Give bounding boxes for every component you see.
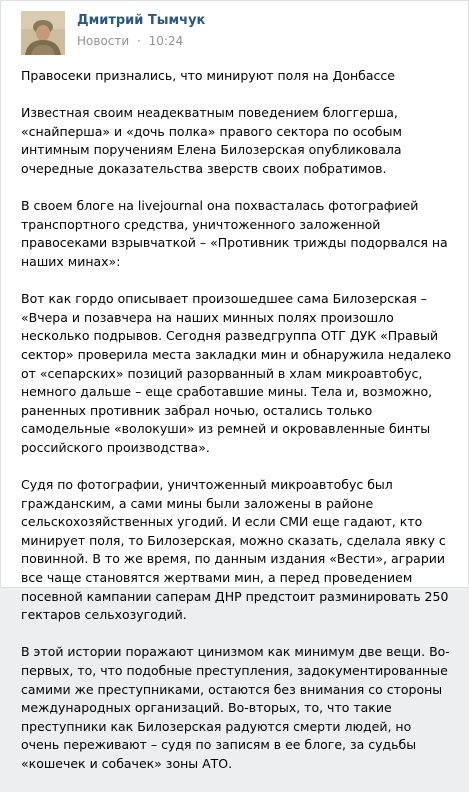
post-paragraph-5: В этой истории поражают цинизмом как минимум две вещи. Во-первых, то, что подобные преступления, задокументированные самими же преступниками, остаются без внимания со стороны международных организаций. Во-вторых, то, что такие преступники как Билозерская радуются смерти людей, но очень переживают – судя по записям в ее блоге, за судьбы «кошечек и собачек» зоны АТО. [21,644,450,771]
post-time-link[interactable]: 10:24 [148,34,184,48]
post-paragraph-3: Вот как гордо описывает произошедшее сама Билозерская – «Вчера и позавчера на наших минных полях произошло несколько подрывов. Сегодня разведгруппа ОТГ ДУК «Правый сектор» проверила места закладки мин и обнаружила недалеко от «сепарских» позиций разорванный в хлам микроавтобус, немного дальше – еще сработавшие мины. Тела и, возможно, раненных противник забрал ночью, остались только самодельные «волокуши» из ремней и окровавленные бинты российского производства». [21,291,452,455]
source-link[interactable]: Новости [77,34,130,48]
post-body [21,67,453,792]
post-headline: Правосеки признались, что минируют поля на Донбассе [21,68,395,83]
post-paragraph-1: Известная своим неадекватным поведением блоггерша, «снайперша» и «дочь полка» правого сектора по особым интимным поручениям Елена Билозерская опубликовала очередные доказательства зверств своих побратимов. [21,105,402,176]
post-header [21,11,441,55]
avatar[interactable] [21,11,65,55]
post-meta [77,34,183,48]
post-paragraph-2: В своем блоге на livejournal она похвасталась фотографией транспортного средства, уничтоженного заложенной правосеками взрывчаткой – «Противник трижды подорвался на наших минах»: [21,198,448,269]
author-name-link[interactable]: Дмитрий Тымчук [77,13,206,28]
post-paragraph-4: Судя по фотографии, уничтоженный микроавтобус был гражданским, а сами мины были заложены в районе сельскохозяйственных угодий. И если СМИ еще гадают, кто минирует поля, то Билозерская, можно сказать, сделала явку с повинной. В то же время, по данным издания «Вести», аграрии все чаще становятся жертвами мин, а перед проведением посевной кампании саперам ДНР предстоит разминировать 250 гектаров сельхозугодий. [21,477,449,623]
avatar-photo-icon [21,11,65,55]
meta-separator: · [137,34,141,48]
